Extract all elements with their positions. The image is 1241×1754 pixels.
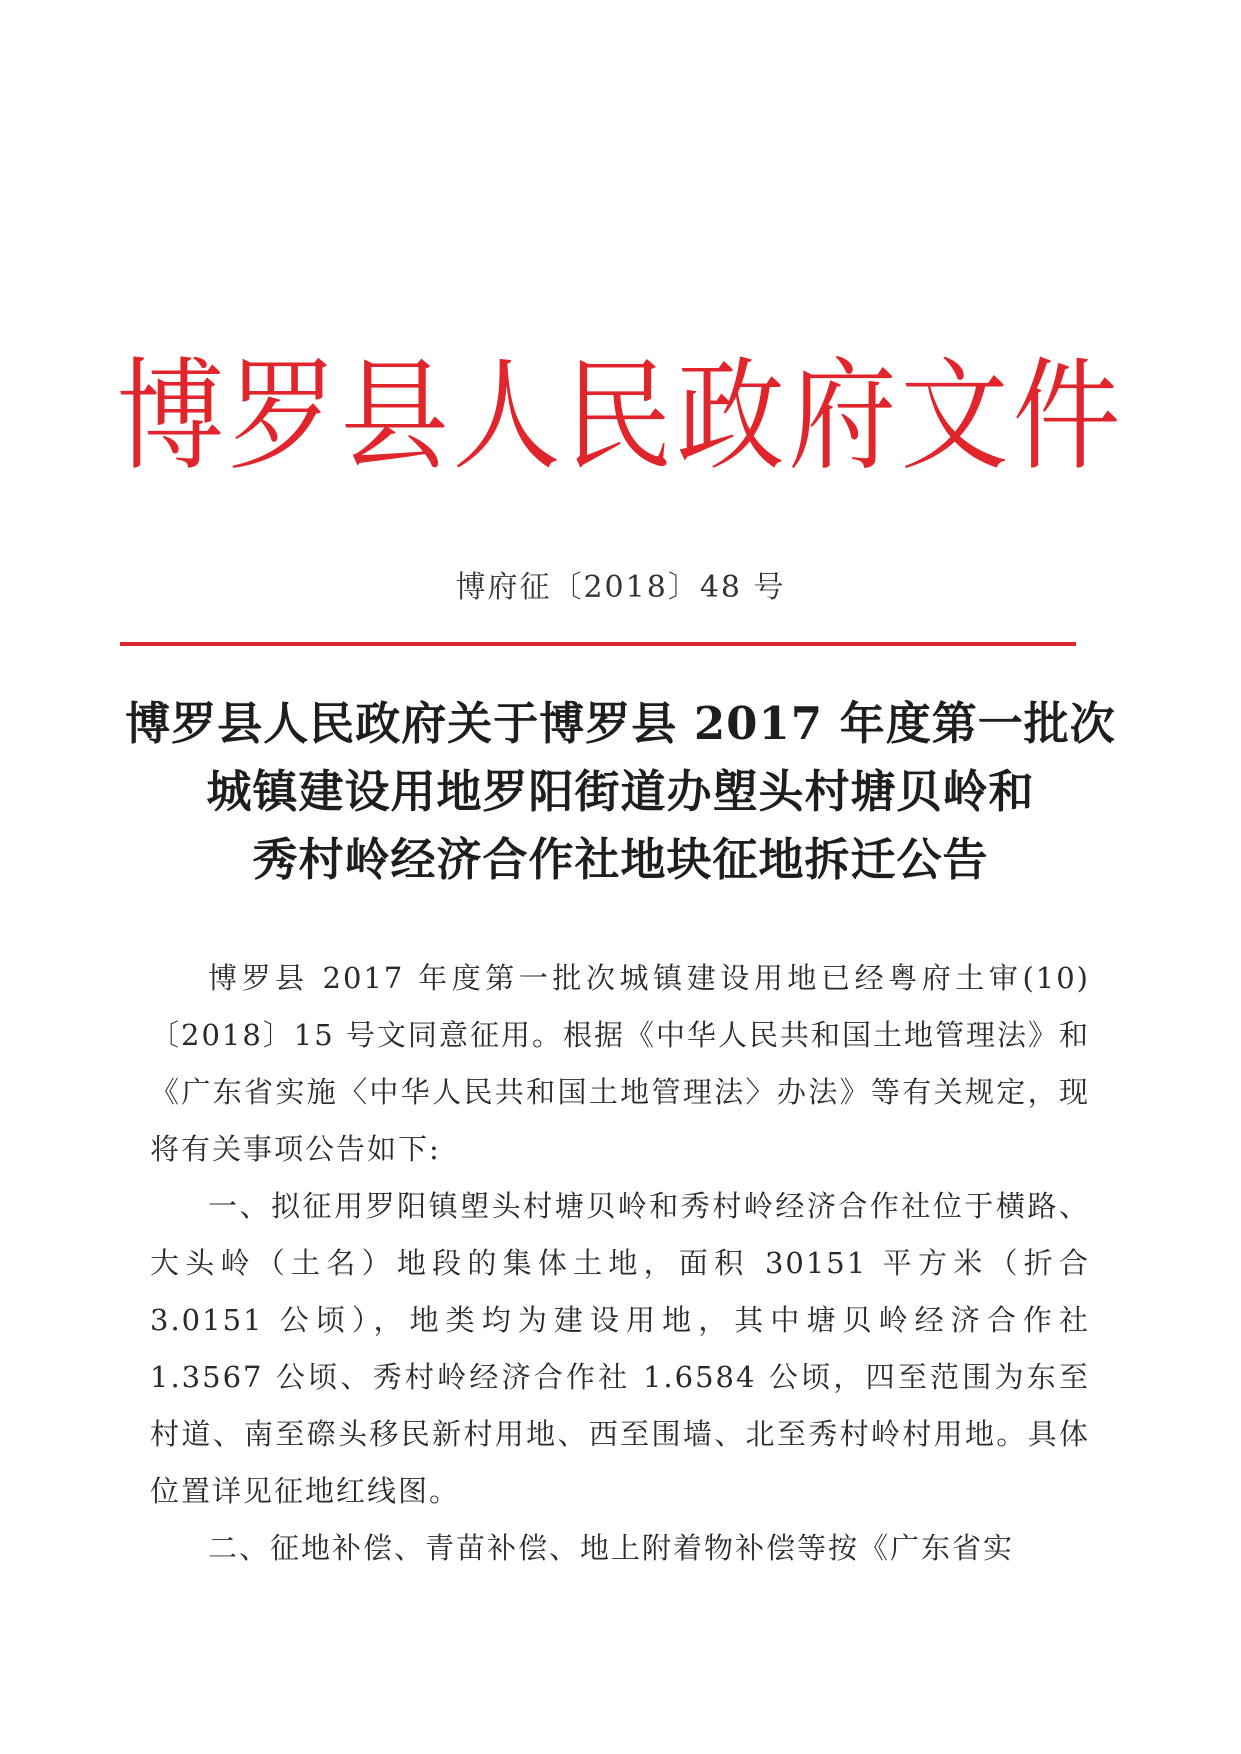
announcement-title-line: 秀村岭经济合作社地块征地拆迁公告 (252, 833, 989, 886)
body-paragraph-item-1: 一、拟征用罗阳镇塱头村塘贝岭和秀村岭经济合作社位于横路、大头岭（土名）地段的集体土地，面积 30151 平方米（折合 3.0151 公顷），地类均为建设用地，其中塘贝岭经济合作社 1.3567 公顷、秀村岭经济合作社 1.6584 公顷，四至范围为东至村道、南至磜头移民新村用地、西至围墙、北至秀村岭村用地。具体位置详见征地红线图。 (150, 1189, 1090, 1508)
announcement-body (150, 950, 1090, 1577)
body-paragraph-item-2: 二、征地补偿、青苗补偿、地上附着物补偿等按《广东省实 (208, 1531, 1015, 1565)
body-paragraph-intro: 博罗县 2017 年度第一批次城镇建设用地已经粤府土审(10)〔2018〕15 号文同意征用。根据《中华人民共和国土地管理法》和《广东省实施〈中华人民共和国土地管理法〉办法》等有关规定，现将有关事项公告如下: (150, 961, 1090, 1166)
announcement-title-line: 博罗县人民政府关于博罗县 2017 年度第一批次 (125, 697, 1116, 750)
document-header-title: 博罗县人民政府文件 (116, 347, 1125, 488)
announcement-title (0, 690, 1241, 894)
header-divider (120, 642, 1076, 646)
announcement-title-line: 城镇建设用地罗阳街道办塱头村塘贝岭和 (206, 765, 1035, 818)
document-number: 博府征〔2018〕48 号 (455, 570, 786, 605)
